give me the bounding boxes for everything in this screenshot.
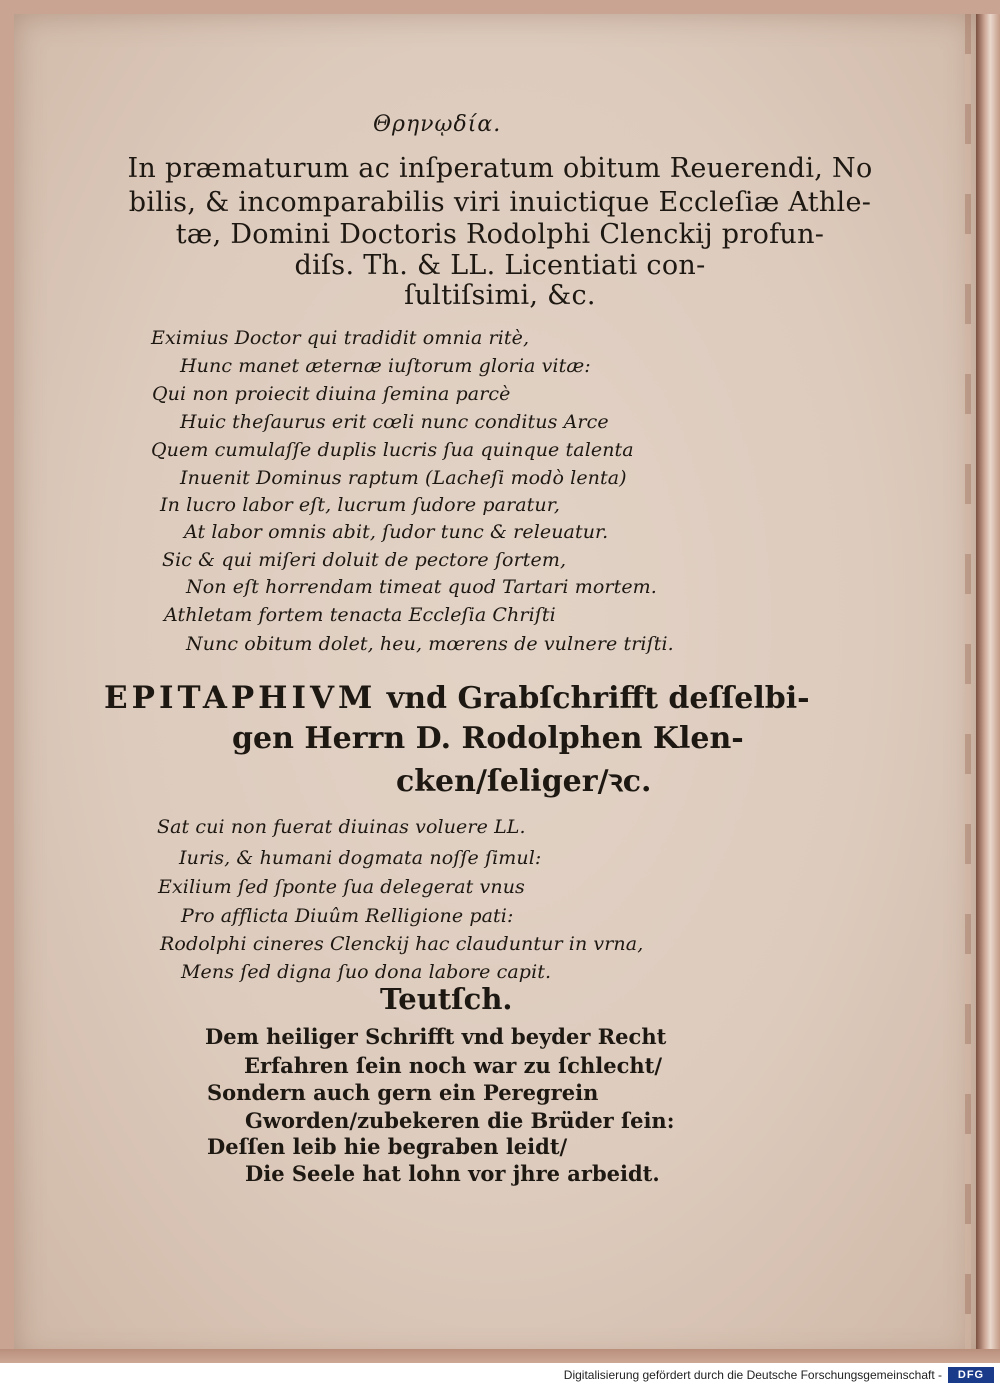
poem3-line-1: Dem heiliger Schrifft vnd beyder Recht xyxy=(205,1024,667,1049)
poem2-line-2: Iuris, & humani dogmata noſſe ſimul: xyxy=(179,847,542,869)
dfg-logo: DFG xyxy=(948,1367,994,1383)
title-line-4: diſs. Th. & LL. Licentiati con- xyxy=(294,250,706,281)
poem2-line-1: Sat cui non fuerat diuinas voluere LL. xyxy=(157,816,526,838)
poem1-line-7: In lucro labor eſt, lucrum ſudore paratur, xyxy=(160,494,560,516)
poem1-line-10: Non eſt horrendam timeat quod Tartari mortem. xyxy=(186,576,657,598)
poem1-line-8: At labor omnis abit, ſudor tunc & releuatur. xyxy=(184,521,609,543)
poem1-line-4: Huic theſaurus erit cœli nunc conditus Arce xyxy=(180,411,609,433)
poem1-line-6: Inuenit Dominus raptum (Lacheſi modò lenta) xyxy=(180,467,627,489)
greek-heading: Θρηνῳδία. xyxy=(373,112,502,137)
title-line-2: bilis, & incomparabilis viri inuictique Eccleſiæ Athle- xyxy=(128,187,872,218)
epitaph-heading-line-1 xyxy=(104,680,810,716)
poem2-line-3: Exilium ſed ſponte ſua delegerat vnus xyxy=(158,876,525,898)
epitaph-heading-line-3: cken/ſeliger/ꝛc. xyxy=(396,764,652,799)
book-bottom-edge xyxy=(0,1349,1000,1363)
epitaph-line1-rest: vnd Grabſchrifft deſſelbi- xyxy=(386,681,810,716)
poem3-line-6: Die Seele hat lohn vor jhre arbeidt. xyxy=(245,1161,660,1186)
poem3-line-3: Sondern auch gern ein Peregrein xyxy=(207,1080,599,1105)
poem2-line-4: Pro afflicta Diuûm Relligione pati: xyxy=(181,905,514,927)
title-line-5: ſultiſsimi, &c. xyxy=(404,280,596,311)
poem3-line-4: Gworden/zubekeren die Brüder ſein: xyxy=(245,1108,675,1133)
poem3-line-2: Erfahren ſein noch war zu ſchlecht/ xyxy=(244,1053,662,1078)
epitaph-heading-line-2: gen Herrn D. Rodolphen Klen- xyxy=(232,721,744,756)
title-line-1: In præmaturum ac inſperatum obitum Reuerendi, No xyxy=(127,153,873,184)
funding-credit: Digitalisierung gefördert durch die Deutsche Forschungsgemeinschaft - xyxy=(563,1368,942,1382)
poem1-line-3: Qui non proiecit diuina ſemina parcè xyxy=(152,383,511,405)
poem1-line-5: Quem cumulaſſe duplis lucris ſua quinque talenta xyxy=(151,439,634,461)
digitization-footer xyxy=(0,1363,1000,1388)
poem2-line-5: Rodolphi cineres Clenckij hac clauduntur in vrna, xyxy=(160,933,644,955)
poem1-line-12: Nunc obitum dolet, heu, mœrens de vulnere triſti. xyxy=(186,633,674,655)
poem3-line-5: Deſſen leib hie begraben leidt/ xyxy=(207,1134,568,1159)
epitaph-caps: EPITAPHIVM xyxy=(104,680,377,716)
title-line-3: tæ, Domini Doctoris Rodolphi Clenckij profun- xyxy=(175,219,825,250)
poem1-line-1: Eximius Doctor qui tradidit omnia ritè, xyxy=(151,327,530,349)
poem1-line-2: Hunc manet æternæ iuſtorum gloria vitæ: xyxy=(180,355,591,377)
teutsch-heading: Teutſch. xyxy=(380,982,513,1016)
poem1-line-9: Sic & qui miſeri doluit de pectore ſortem, xyxy=(162,549,567,571)
poem1-line-11: Athletam fortem tenacta Eccleſia Chriſti xyxy=(164,604,556,626)
poem2-line-6: Mens ſed digna ſuo dona labore capit. xyxy=(181,961,552,983)
